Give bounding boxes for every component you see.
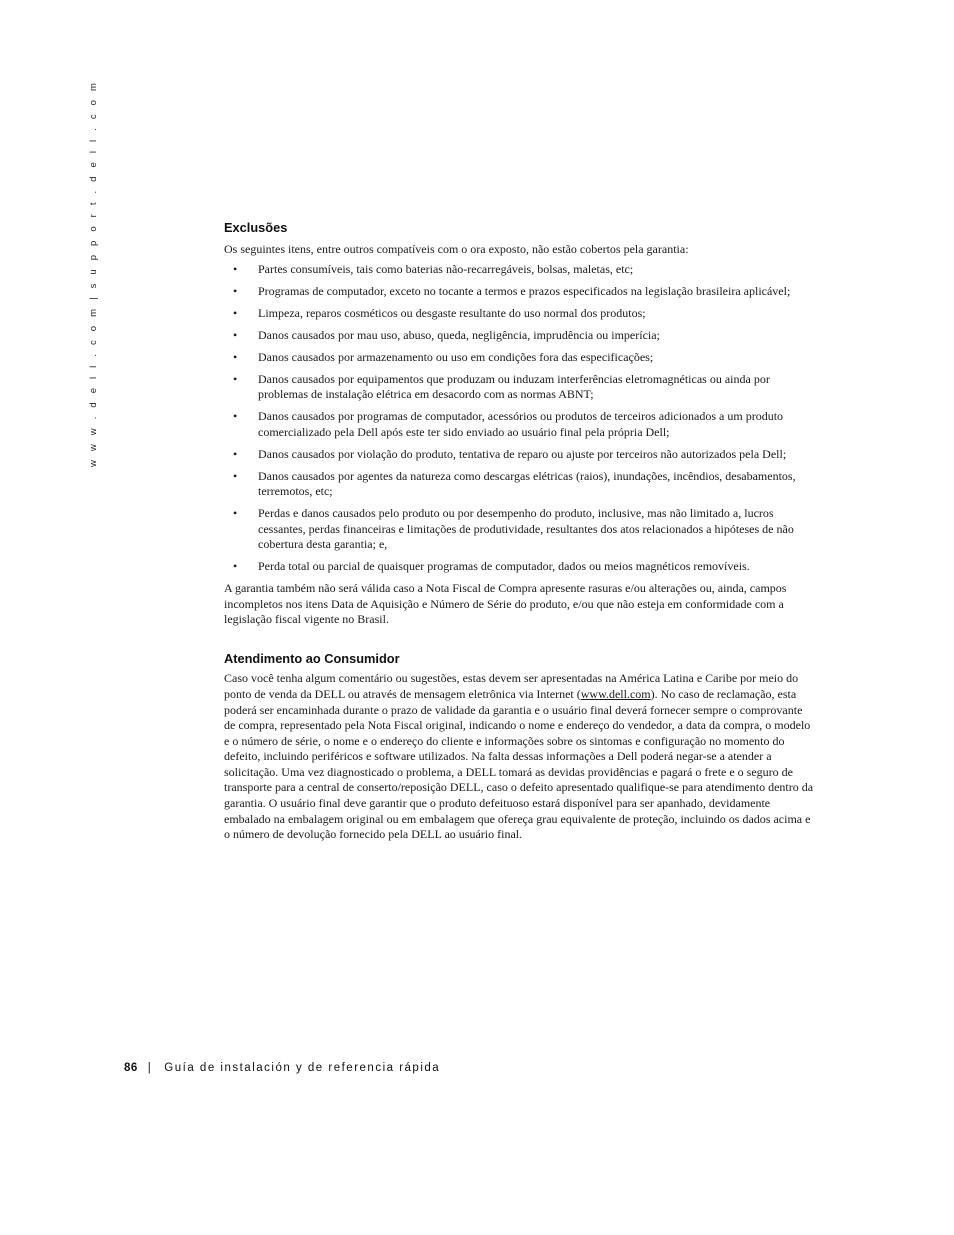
exclusoes-list: [224, 262, 814, 574]
exclusoes-closing: A garantia também não será válida caso a Nota Fiscal de Compra apresente rasuras e/ou alterações ou, ainda, campos incompletos nos itens Data de Aquisição e Número de Série do produto, e/ou que não esteja em conformidade com a legislação fiscal vigente no Brasil.: [224, 580, 787, 627]
list-item: • Programas de computador, exceto no tocante a termos e prazos especificados na legislação brasileira aplicável;: [233, 284, 791, 299]
list-item: • Danos causados por programas de computador, acessórios ou produtos de terceiros adicionados a um produto comercializado pela Dell após este ter sido enviado ao usuário final pela própria Dell;: [233, 409, 784, 439]
list-item: • Perdas e danos causados pelo produto ou por desempenho do produto, inclusive, mas não limitado a, lucros cessantes, perdas financeiras e limitações de produtividade, resultantes dos atos relacionados a hipóteses de não cobertura desta garantia; e,: [233, 505, 794, 552]
bullet-icon: •: [233, 284, 238, 299]
bullet-icon: •: [233, 262, 238, 277]
page-content: [224, 220, 814, 843]
section-title-exclusoes: Exclusões: [224, 220, 288, 235]
side-url-text: w w w . d e l l . c o m | s u p p o r t . d e l l . c o m: [88, 79, 99, 467]
bullet-icon: •: [233, 327, 238, 342]
bullet-icon: •: [233, 468, 238, 483]
bullet-icon: •: [233, 349, 238, 364]
guide-title: Guía de instalación y de referencia rápida: [164, 1062, 441, 1074]
bullet-icon: •: [233, 305, 238, 320]
section-title-atendimento: Atendimento ao Consumidor: [224, 650, 400, 666]
list-item: • Danos causados por agentes da natureza como descargas elétricas (raios), inundações, incêndios, desabamentos, terremotos, etc;: [233, 468, 796, 499]
dell-website-link[interactable]: www.dell.com: [580, 686, 651, 701]
bullet-icon: •: [233, 505, 238, 520]
exclusoes-intro: Os seguintes itens, entre outros compatíveis com o ora exposto, não estão cobertos pela garantia:: [224, 241, 689, 256]
page-number: 86: [124, 1062, 138, 1074]
list-item: • Partes consumíveis, tais como baterias não-recarregáveis, bolsas, maletas, etc;: [233, 262, 634, 277]
bullet-icon: •: [233, 559, 238, 574]
bullet-icon: •: [233, 446, 238, 461]
footer-separator: |: [147, 1062, 153, 1074]
list-item: • Danos causados por mau uso, abuso, queda, negligência, imprudência ou imperícia;: [233, 327, 660, 342]
list-item: • Perda total ou parcial de quaisquer programas de computador, dados ou meios magnéticos removíveis.: [233, 559, 750, 574]
page-footer: [124, 1062, 440, 1074]
list-item: • Limpeza, reparos cosméticos ou desgaste resultante do uso normal dos produtos;: [233, 305, 646, 320]
bullet-icon: •: [233, 409, 238, 424]
list-item: • Danos causados por armazenamento ou uso em condições fora das especificações;: [233, 349, 654, 364]
list-item: • Danos causados por violação do produto, tentativa de reparo ou ajuste por terceiros não autorizados pela Dell;: [233, 446, 787, 461]
bullet-icon: •: [233, 371, 238, 386]
list-item: • Danos causados por equipamentos que produzam ou induzam interferências eletromagnéticas ou ainda por problemas de instalação elétrica em desacordo com as normas ABNT;: [233, 371, 770, 402]
atendimento-paragraph: Caso você tenha algum comentário ou sugestões, estas devem ser apresentadas na América Latina e Caribe por meio do ponto de venda da DELL ou através de mensagem eletrônica via Internet (www.dell.com). No caso de reclamação, esta poderá ser encaminhada durante o prazo de validade da garantia e o usuário final deverá fornecer sempre o comprovante de compra, representado pela Nota Fiscal original, indicando o nome e endereço do vendedor, a data da compra, o modelo e o número de série, o nome e o endereço do cliente e informações sobre os sintomas e configuração no momento do defeito, incluindo periféricos e software utilizados. Na falta dessas informações a Dell poderá negar-se a atender a solicitação. Uma vez diagnosticado o problema, a DELL tomará as devidas providências e pagará o frete e o seguro de transporte para a central de conserto/reposição DELL, caso o defeito apresentado qualifique-se para atendimento dentro da garantia. O usuário final deve garantir que o produto defeituoso estará disponível para ser apanhado, devidamente embalado na embalagem original ou em embalagem que ofereça grau equivalente de proteção, incluindo os dados acima e o número de devolução fornecido pela DELL ao usuário final.: [224, 671, 814, 842]
